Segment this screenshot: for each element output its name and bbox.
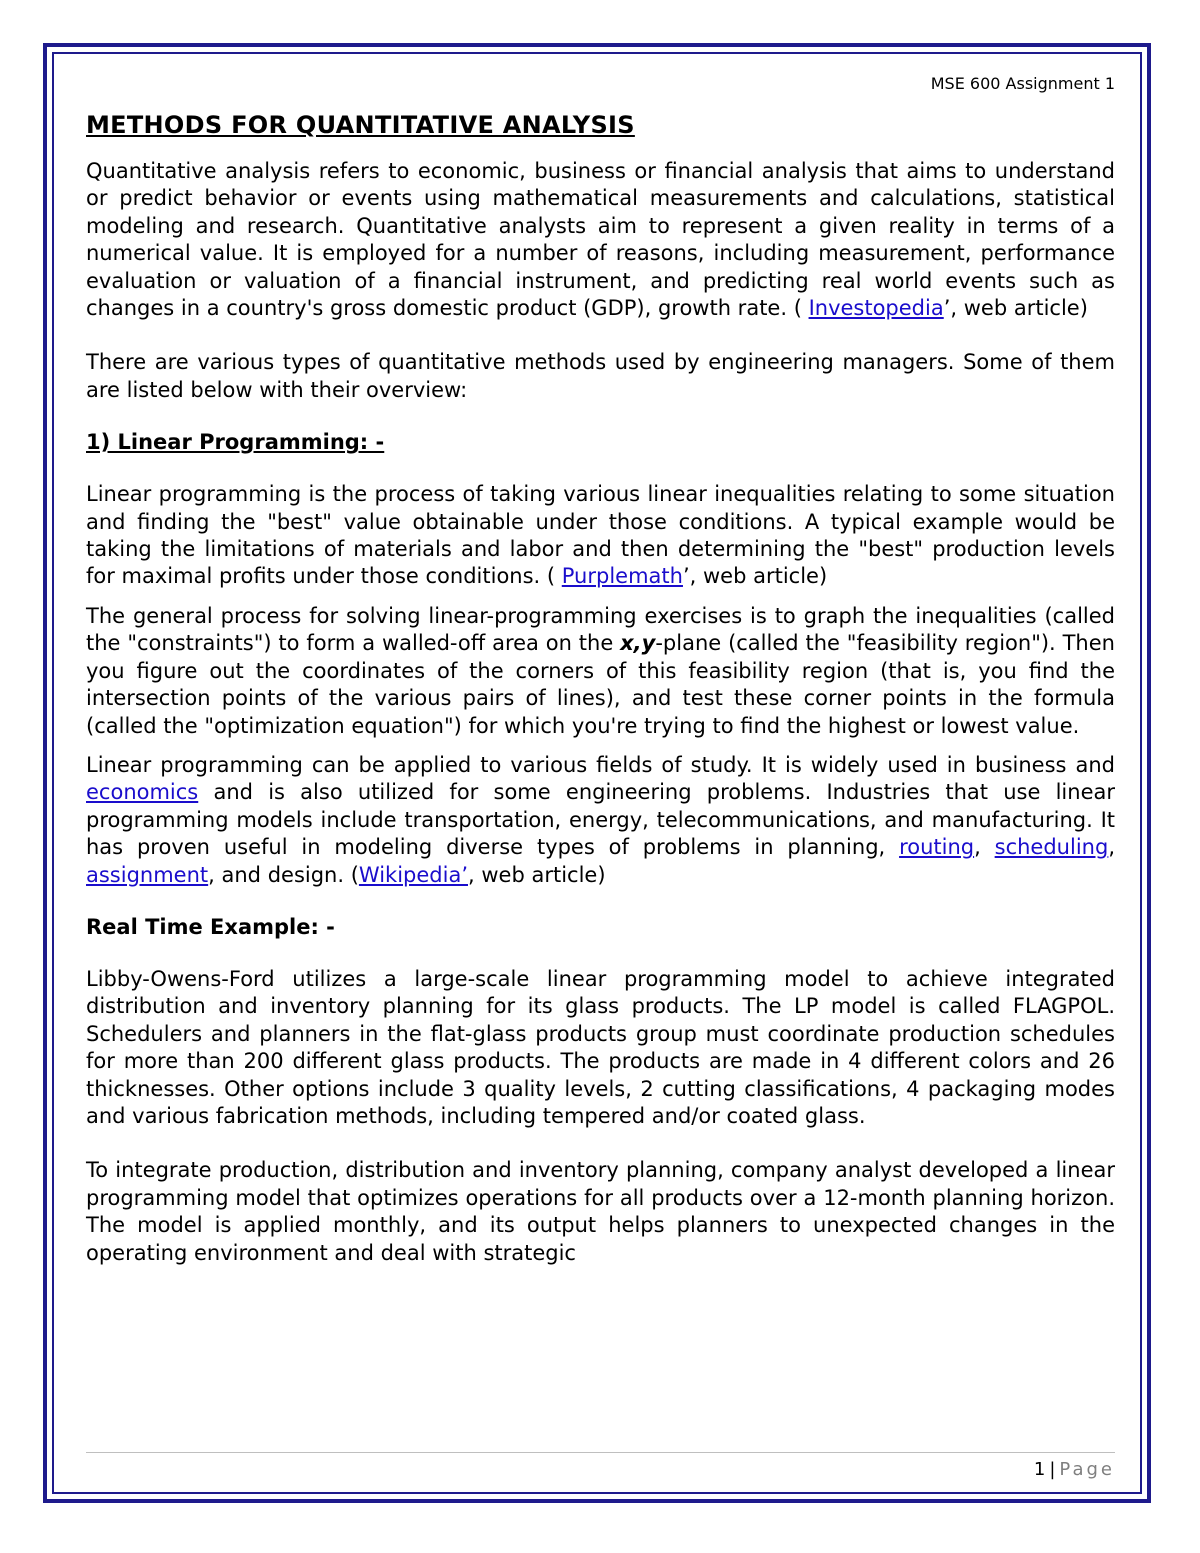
assignment-link[interactable]: assignment <box>86 862 209 887</box>
lp-p3-end: , and design. ( <box>208 862 359 887</box>
lp-paragraph-2 <box>86 603 1115 740</box>
real-time-example-heading: Real Time Example: - <box>86 914 335 939</box>
lp-p3-before: Linear programming can be applied to various fields of study. It is widely used in business and <box>86 752 1115 777</box>
lp-p3-comma-1: , <box>974 835 995 860</box>
lp-p2-before: The general process for solving linear-programming exercises is to graph the inequalities (called the "constraints") to form a walled-off area on the <box>86 603 1115 656</box>
intro-p1-text: Quantitative analysis refers to economic, business or financial analysis that aims to understand or predict behavior or events using mathematical measurements and calculations, statistical modeling and research. Quantitative analysts aim to represent a given reality in terms of a numerical value. It is employed for a number of reasons, including measurement, performance evaluation or valuation of a financial instrument, and predicting real world events such as changes in a country's gross domestic product (GDP), growth rate. ( <box>86 159 1115 321</box>
scheduling-link[interactable]: scheduling <box>994 835 1109 860</box>
footer-separator: | <box>1049 1459 1056 1480</box>
economics-link[interactable]: economics <box>86 780 199 805</box>
lp-p1-text: Linear programming is the process of taking various linear inequalities relating to some situation and finding the "best" value obtainable under those conditions. A typical example would be taking the limitations of materials and labor and then determining the "best" production levels for maximal profits under those conditions. ( <box>86 482 1115 589</box>
lp-paragraph-3 <box>86 752 1115 889</box>
section-heading-linear-programming: 1) Linear Programming: - <box>86 430 385 455</box>
investopedia-link[interactable]: Investopedia <box>808 296 944 321</box>
lp-paragraph-1 <box>86 481 1115 591</box>
example-paragraph-2: To integrate production, distribution and inventory planning, company analyst developed a linear programming model that optimizes operations for all products over a 12-month planning horizon. The model is applied monthly, and its output helps planners to unexpected changes in the operating environment and deal with strategic <box>86 1158 1115 1265</box>
lp-p3-suffix: , web article) <box>468 862 606 887</box>
xy-plane-term: x,y <box>620 631 656 656</box>
page-label: Page <box>1059 1459 1115 1480</box>
lp-p3-mid: and is also utilized for some engineering problems. Industries that use linear programming models include transportation, energy, telecommunications, and manufacturing. It has proven useful in modeling diverse types of problems in planning, <box>86 780 1115 860</box>
page-footer <box>86 1452 1115 1483</box>
wikipedia-link[interactable]: Wikipedia’ <box>358 862 468 887</box>
example-paragraph-1: Libby-Owens-Ford utilizes a large-scale linear programming model to achieve integrated distribution and inventory planning for its glass products. The LP model is called FLAGPOL. Schedulers and planners in the flat-glass products group must coordinate production schedules for more than 200 different glass products. The products are made in 4 different colors and 26 thicknesses. Other options include 3 quality levels, 2 cutting classifications, 4 packaging modes and various fabrication methods, including tempered and/or coated glass. <box>86 966 1115 1128</box>
routing-link[interactable]: routing <box>899 835 975 860</box>
lp-p3-comma-2: , <box>1108 835 1115 860</box>
purplemath-link[interactable]: Purplemath <box>561 564 683 589</box>
lp-p1-suffix: ’, web article) <box>682 564 828 589</box>
document-title: METHODS FOR QUANTITATIVE ANALYSIS <box>86 111 635 139</box>
page-number: 1 <box>1033 1459 1046 1480</box>
intro-paragraph-2: There are various types of quantitative methods used by engineering managers. Some of them are listed below with their overview: <box>86 350 1115 402</box>
document-body <box>86 70 1115 1267</box>
intro-p1-suffix: ’, web article) <box>943 296 1088 321</box>
lp-p2-after: -plane (called the "feasibility region"). Then you figure out the coordinates of the corners of this feasibility region (that is, you find the intersection points of the various pairs of lines), and test these corner points in the formula (called the "optimization equation") for which you're trying to find the highest or lowest value. <box>86 631 1115 738</box>
running-header: MSE 600 Assignment 1 <box>930 74 1115 93</box>
intro-paragraph-1 <box>86 158 1115 322</box>
